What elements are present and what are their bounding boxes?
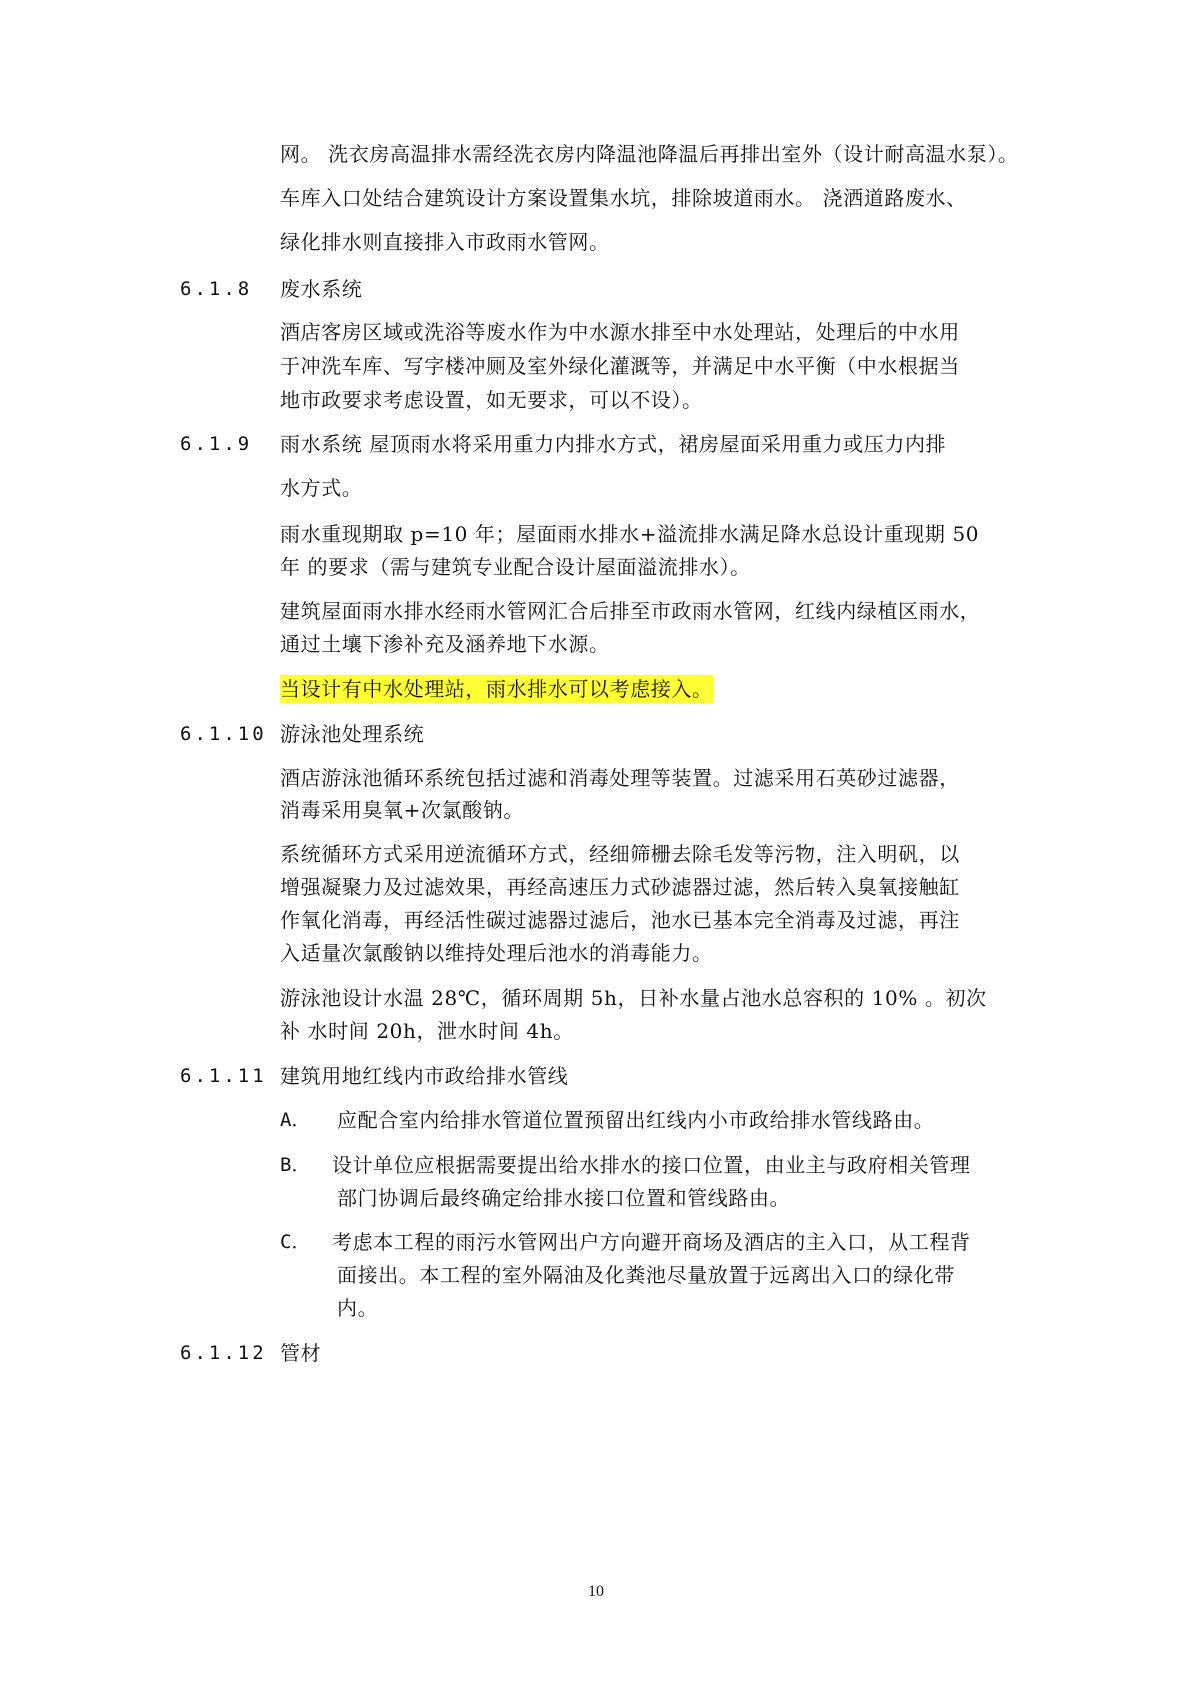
body-text-line: 补 水时间 20h，泄水时间 4h。 (280, 1019, 574, 1043)
page-number: 10 (588, 1583, 604, 1600)
list-item-text: 设计单位应根据需要提出给水排水的接口位置，由业主与政府相关管理 (332, 1153, 971, 1177)
body-text-line: 通过土壤下渗补充及涵养地下水源。 (280, 632, 610, 656)
body-text-line: 地市政要求考虑设置，如无要求，可以不设）。 (280, 388, 703, 412)
body-text-line: 增强凝聚力及过滤效果，再经高速压力式砂滤器过滤，然后转入臭氧接触缸 (280, 875, 960, 899)
list-marker: B． (280, 1154, 311, 1176)
list-item-text: 应配合室内给排水管道位置预留出红线内小市政给排水管线路由。 (337, 1108, 935, 1132)
list-item-text: 内。 (337, 1296, 379, 1320)
body-text-line: 绿化排水则直接排入市政雨水管网。 (280, 230, 610, 254)
section-number: 6.1.12 (180, 1342, 267, 1364)
body-text-line: 作氧化消毒，再经活性碳过滤器过滤后，池水已基本完全消毒及过滤，再注 (280, 908, 960, 932)
section-number: 6.1.9 (180, 433, 253, 455)
section-title: 管材 (280, 1341, 322, 1365)
list-marker: A． (280, 1109, 311, 1131)
body-text-line: 雨水重现期取 p=10 年；屋面雨水排水+溢流排水满足降水总设计重现期 50 (280, 522, 980, 546)
body-text-line: 车库入口处结合建筑设计方案设置集水坑，排除坡道雨水。 浇洒道路废水、 (280, 186, 967, 210)
highlighted-note (280, 675, 713, 703)
list-item-text: 考虑本工程的雨污水管网出户方向避开商场及酒店的主入口，从工程背 (332, 1230, 971, 1254)
section-title: 游泳池处理系统 (280, 722, 425, 746)
body-text-line: 系统循环方式采用逆流循环方式，经细筛栅去除毛发等污物，注入明矾，以 (280, 842, 960, 866)
section-title: 雨水系统 屋顶雨水将采用重力内排水方式，裙房屋面采用重力或压力内排 (280, 432, 947, 456)
section-number: 6.1.8 (180, 278, 253, 300)
section-number: 6.1.11 (180, 1065, 267, 1087)
section-title: 建筑用地红线内市政给排水管线 (280, 1064, 569, 1088)
body-text-line: 年 的要求（需与建筑专业配合设计屋面溢流排水）。 (280, 555, 751, 579)
list-item-text: 面接出。本工程的室外隔油及化粪池尽量放置于远离出入口的绿化带 (337, 1263, 955, 1287)
section-title-continued: 水方式。 (280, 476, 363, 500)
body-text-line: 入适量次氯酸钠以维持处理后池水的消毒能力。 (280, 941, 713, 965)
highlight-mark: 当设计有中水处理站，雨水排水可以考虑接入。 (280, 677, 713, 701)
body-text-line: 消毒采用臭氧+次氯酸钠。 (280, 798, 524, 822)
body-text-line: 于冲洗车库、写字楼冲厕及室外绿化灌溉等，并满足中水平衡（中水根据当 (280, 354, 960, 378)
body-text-line: 酒店客房区域或洗浴等废水作为中水源水排至中水处理站，处理后的中水用 (280, 320, 960, 344)
body-text-line: 酒店游泳池循环系统包括过滤和消毒处理等装置。过滤采用石英砂过滤器， (280, 766, 960, 790)
body-text-line: 网。 洗衣房高温排水需经洗衣房内降温池降温后再排出室外（设计耐高温水泵）。 (280, 142, 1019, 166)
list-marker: C． (280, 1231, 311, 1253)
list-item-text: 部门协调后最终确定给排水接口位置和管线路由。 (337, 1186, 791, 1210)
section-number: 6.1.10 (180, 723, 267, 745)
body-text-line: 建筑屋面雨水排水经雨水管网汇合后排至市政雨水管网，红线内绿植区雨水， (280, 599, 981, 623)
body-text-line: 游泳池设计水温 28℃，循环周期 5h，日补水量占池水总容积的 10% 。初次 (280, 986, 987, 1010)
section-title: 废水系统 (280, 277, 363, 301)
